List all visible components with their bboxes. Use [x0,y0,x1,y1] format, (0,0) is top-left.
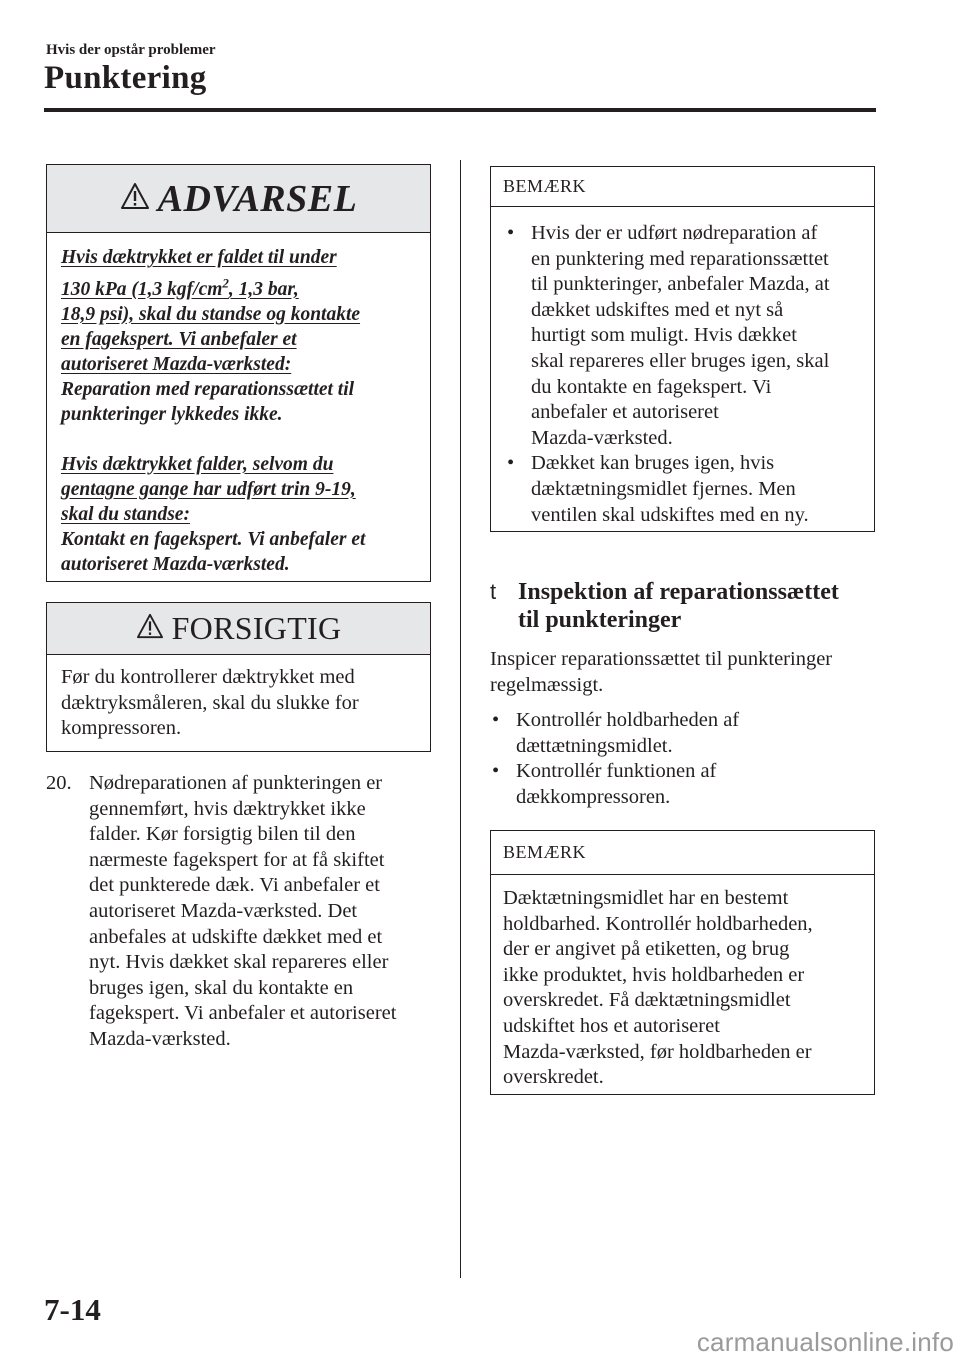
note-text-line: der er angivet på etiketten, og brug [503,938,790,961]
intro-line: Inspicer reparationssættet til punkteringer [490,648,833,670]
note-text-line: overskredet. [503,1066,604,1089]
note-text-line: dækket udskiftes med et nyt så [531,298,784,321]
heading-line: Inspektion af reparationssættet [518,579,839,605]
step-text-line: fagekspert. Vi anbefaler et autoriseret [89,1002,397,1025]
warning-paragraph-1-condition [61,245,416,377]
warning-text-line: skal du standse: [61,503,190,525]
bullet-marker: • [492,760,500,783]
warning-text-line: 130 kPa (1,3 kgf/$cm^2$, 1,3 bar, [61,275,299,300]
title-rule [44,108,876,112]
inspection-heading-text [490,578,890,634]
note-text-line: Mazda-værksted. [531,426,673,449]
note-box-2 [490,830,875,1095]
note-text-line: ventilen skal udskiftes med en ny. [531,503,809,526]
warning-text-line: en fagekspert. Vi anbefaler et [61,328,297,350]
warning-text-line: Reparation med reparationssættet til [61,378,355,400]
warning-text-line: Hvis dæktrykket falder, selvom du [61,453,334,475]
section-label: Hvis der opstår problemer [46,42,216,58]
note-text-line: anbefaler et autoriseret [531,401,719,424]
note-text-line: overskredet. Få dæktætningsmidlet [503,989,791,1012]
warning-text-line: punkteringer lykkedes ikke. [61,403,283,425]
step-text-line: Mazda-værksted. [89,1027,231,1050]
superscript: 2 [222,275,229,290]
caution-title: FORSIGTIG [171,610,342,646]
caution-triangle-icon [136,613,164,644]
step-text-line: gennemført, hvis dæktrykket ikke [89,797,366,820]
note-text-line: Dæktætningsmidlet har en bestemt [503,887,789,909]
note-text-line: Dækket kan bruges igen, hvis [531,452,775,475]
note-box-1 [490,166,875,532]
bullet-marker: • [492,709,500,732]
step-text-line: nærmeste fagekspert for at få skiftet [89,848,385,871]
caution-body [47,655,430,742]
inspection-body [490,647,890,811]
note-text-line: en punktering med reparationssættet [531,247,829,270]
intro-line: regelmæssigt. [490,673,604,696]
warning-body [47,233,430,577]
inspection-bullet-2 [490,759,890,810]
warning-paragraph-2-action [61,527,416,577]
note-text-line: skal repareres eller bruges igen, skal [531,349,830,372]
step-text-line: Nødreparationen af punkteringen er [89,772,383,794]
note-2-body [491,875,874,1091]
step-number: 20. [46,772,72,794]
step-20 [46,771,446,1053]
step-text-line: det punkterede dæk. Vi anbefaler et [89,874,380,897]
note-1-bullet-1 [491,221,868,451]
caution-box [46,602,431,752]
warning-box [46,164,431,582]
step-text-line: falder. Kør forsigtig bilen til den [89,823,356,846]
caution-box-header [47,603,430,655]
note-1-bullet-2 [491,451,868,528]
note-text-line: ikke produktet, hvis holdbarheden er [503,963,805,986]
step-text-line: autoriseret Mazda-værksted. Det [89,899,358,922]
warning-text-line: Kontakt en fagekspert. Vi anbefaler et [61,528,366,550]
column-divider [460,160,461,1278]
bullet-marker: • [507,222,515,244]
step-20-text [46,771,446,1053]
warning-box-header [47,165,430,233]
note-2-title: BEMÆRK [491,831,874,875]
note-text-line: Hvis der er udført nødreparation af [531,222,818,244]
note-text-line: til punkteringer, anbefaler Mazda, at [531,273,830,296]
bullet-text-line: dækkompressoren. [516,785,671,808]
caution-text-line: kompressoren. [61,717,182,740]
note-text-line: Mazda-værksted, før holdbarheden er [503,1040,812,1063]
note-text-line: udskiftet hos et autoriseret [503,1014,720,1037]
inspection-heading [490,578,890,634]
page-title: Punktering [44,60,207,96]
warning-text-line: autoriseret Mazda-værksted. [61,553,290,575]
note-text-line: du kontakte en fagekspert. Vi [531,375,772,398]
page-number: 7-14 [44,1292,101,1327]
caution-text-line: dæktryksmåleren, skal du slukke for [61,691,359,714]
bullet-marker: • [507,452,515,475]
note-text-line: hurtigt som muligt. Hvis dækket [531,324,797,347]
caution-text-line: Før du kontrollerer dæktrykket med [61,666,355,688]
warning-paragraph-2-condition [61,452,416,527]
warning-triangle-icon [120,182,150,215]
bullet-text-line: dættætningsmidlet. [516,734,673,757]
heading-line: til punkteringer [518,607,682,633]
warning-title: ADVARSEL [157,177,358,220]
bullet-text-line: Kontrollér funktionen af [516,760,717,783]
step-text-line: anbefales at udskifte dækket med et [89,925,383,948]
heading-marker: t [490,579,497,604]
note-1-body [491,207,874,528]
warning-paragraph-1-action [61,377,416,427]
warning-text-line: 18,9 psi), skal du standse og kontakte [61,303,361,325]
warning-text-line: Hvis dæktrykket er faldet til under [61,247,337,268]
step-20-continuation [79,797,446,1053]
bullet-text-line: Kontrollér holdbarheden af [516,709,740,732]
warning-text-line: autoriseret Mazda-værksted: [61,353,292,375]
step-text-line: nyt. Hvis dækket skal repareres eller [89,951,389,974]
note-text-line: dæktætningsmidlet fjernes. Men [531,477,796,500]
step-text-line: bruges igen, skal du kontakte en [89,976,354,999]
note-1-title: BEMÆRK [491,167,874,207]
watermark: carmanualsonline.info [696,1327,954,1357]
note-text-line: holdbarhed. Kontrollér holdbarheden, [503,912,813,935]
inspection-bullet-1 [490,708,890,759]
warning-text-line: gentagne gange har udført trin 9-19, [61,478,356,500]
